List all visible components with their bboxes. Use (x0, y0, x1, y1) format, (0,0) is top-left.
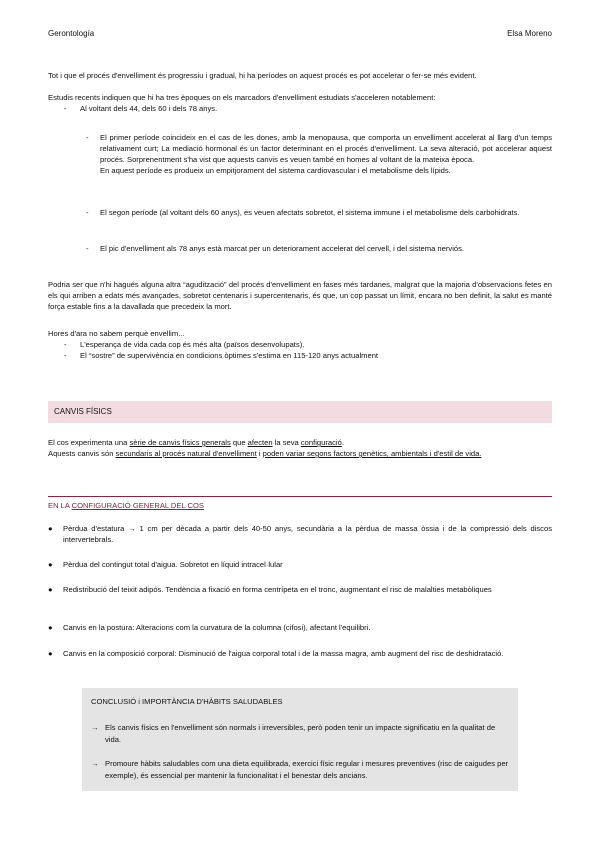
sub-item-1 (86, 132, 552, 176)
section-header-band (48, 401, 552, 423)
bullet-icon: ● (48, 623, 53, 632)
sub-item-2 (86, 207, 552, 218)
sub-item-text: El pic d'envelliment als 78 anys està marcat per un deteriorament accelerat del cervell, i del sistema nerviós. (100, 244, 465, 253)
conclusion-item-2: → Promoure hàbits saludables com una dieta equilibrada, exercici físic regular i mesures preventives (risc de caigudes per exemple), és essencial per mantenir la funcionalitat i el benestar dels ancians. (91, 759, 509, 780)
sub-item-3 (86, 243, 552, 254)
conclusion-title: CONCLUSIÓ i IMPORTÀNCIA D'HÀBITS SALUDABLES (91, 697, 283, 706)
bullet-icon: ● (48, 560, 53, 569)
conclusion-item-1: → Els canvis físics en l'envelliment són normals i irreversibles, però poden tenir un impacte significatiu en la qualitat de vida. (91, 723, 496, 744)
section-line-1: El cos experimenta una sèrie de canvis físics generals que afecten la seva configuració. (48, 438, 344, 447)
header-right: Elsa Moreno (507, 29, 552, 38)
bullet-item-4: ● Canvis en la postura: Alteracions com la curvatura de la columna (cifosi), afectant l'equilibri. (48, 623, 371, 632)
dash-icon: - (86, 133, 89, 142)
intro-top-list (64, 103, 217, 114)
bullet-icon: ● (48, 649, 53, 658)
section-line-2: Aquests canvis són secundaris al procés natural d'envelliment i poden variar segons factors genètics, ambientals i d'estil de vida. (48, 449, 482, 458)
subsection-divider (48, 496, 552, 497)
sub-item-text: El segon període (al voltant dels 60 anys), es veuen afectats sobretot, el sistema immune i el metabolisme dels carbohidrats. (100, 208, 520, 217)
section-intro (48, 437, 552, 459)
list-item: - Al voltant dels 44, dels 60 i dels 78 anys. (64, 103, 217, 114)
arrow-right-icon: → (91, 759, 99, 768)
dash-icon: - (86, 244, 89, 253)
arrow-right-icon: → (91, 723, 99, 732)
intro-paragraph-4: Hores d'ara no sabem perquè envellim... (48, 329, 185, 338)
bullet-item-3: ● Redistribució del teixit adipós. Tendència a fixació en forma centrípeta en el tronc, augmentant el risc de malalties metabòliques (48, 585, 492, 594)
bullet-item-2: ● Pèrdua del contingut total d'aigua. Sobretot en líquid intracel·lular (48, 560, 283, 569)
bullet-icon: ● (48, 585, 53, 594)
intro-paragraph-2: Estudis recents indiquen que hi ha tres èpoques on els marcadors d'envelliment estudiats s'acceleren notablement: (48, 93, 436, 102)
list-item: - El “sostre” de supervivència en condicions òptimes s'estima en 115-120 anys actualment (64, 350, 378, 361)
conclusion-box (82, 688, 518, 791)
dash-icon: - (86, 208, 89, 217)
subsection-heading: EN LA CONFIGURACIÓ GENERAL DEL COS (48, 501, 204, 510)
header-left: Gerontología (48, 29, 95, 38)
bullet-item-1: ● Pèrdua d'estatura → 1 cm per dècada a partir dels 40-50 anys, secundària a la pèrdua de massa òssia i de la compressió dels discos intervertebrals. (48, 524, 552, 544)
intro-paragraph-1: Tot i que el procés d'envelliment és progressiu i gradual, hi ha períodes on aquest procés es pot accelerar o fer-se més evident. (48, 71, 477, 80)
section-title: CANVIS FÍSICS (54, 407, 112, 416)
intro-paragraph-3: Podria ser que n'hi hagués alguna altra “agudització” del procés d'envelliment en fases més tardanes, malgrat que la majoria d'observacions fetes en els qui arriben a edats més avançades, sobretot centenaris i supercentenaris, és que, un cop passat un límit, encara no ben definit, la salut es manté força estable fins a la davallada que precedeix la mort. (48, 280, 552, 311)
sub-item-extra: En aquest període es produeix un empitjorament del sistema cardiovascular i el metabolisme dels lípids. (100, 166, 451, 175)
bullet-icon: ● (48, 524, 53, 533)
intro-bottom-list (64, 339, 378, 361)
sub-item-text: El primer període coincideix en el cas de les dones, amb la menopausa, que comporta un envelliment accelerat al llarg d'un temps relativament curt; La mediació hormonal és un factor determinant en el procés d'envelliment. La seva alteració, pot accelerar aquest procés. Sorprenentment s'ha vist que aquests canvis es veuen també en homes al voltant de la mateixa època. (100, 133, 552, 164)
bullet-item-5: ● Canvis en la composició corporal: Disminució de l'aigua corporal total i de la massa magra, amb augment del risc de deshidratació. (48, 649, 504, 658)
list-item: - L'esperança de vida cada cop és més alta (països desenvolupats). (64, 339, 378, 350)
